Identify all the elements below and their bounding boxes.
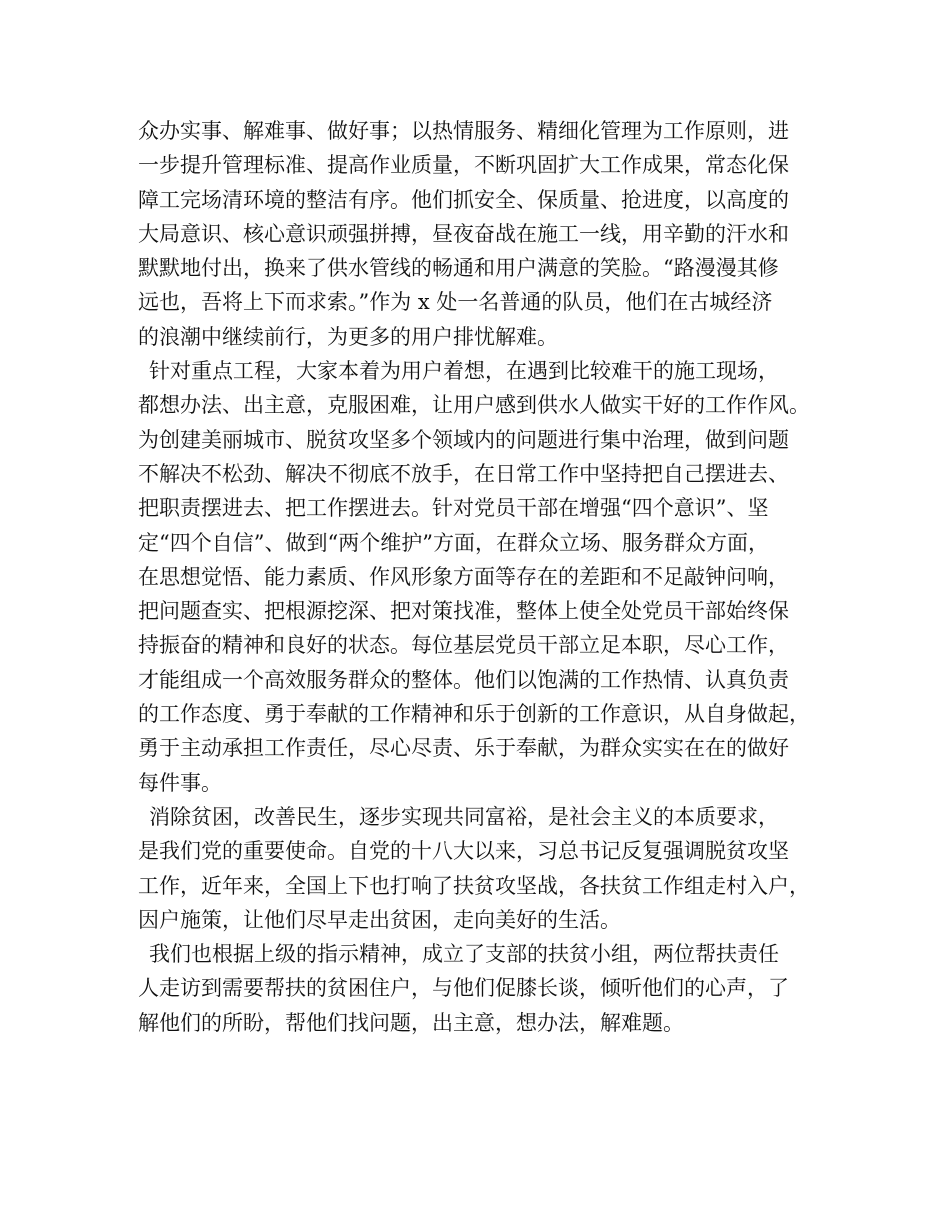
text-line: 的浪潮中继续前行，为更多的用户排忧解难。 xyxy=(138,324,558,349)
text-line: 远也，吾将上下而求索。”作为 x 处一名普通的队员，他们在古城经济 xyxy=(138,290,773,315)
text-line: 都想办法、出主意，克服困难，让用户感到供水人做实干好的工作作风。 xyxy=(138,393,810,418)
text-line: 障工完场清环境的整洁有序。他们抓安全、保质量、抢进度，以高度的 xyxy=(138,187,789,212)
text-line: 针对重点工程，大家本着为用户着想，在遇到比较难干的施工现场， xyxy=(149,359,779,384)
text-line: 才能组成一个高效服务群众的整体。他们以饱满的工作热情、认真负责 xyxy=(138,667,789,692)
text-line: 把职责摆进去、把工作摆进去。针对党员干部在增强“四个意识”、坚 xyxy=(138,496,769,521)
text-line: 因户施策，让他们尽早走出贫困，走向美好的生活。 xyxy=(138,907,621,932)
text-line: 每件事。 xyxy=(138,770,222,795)
text-line: 定“四个自信”、做到“两个维护”方面，在群众立场、服务群众方面， xyxy=(138,530,769,555)
text-line: 我们也根据上级的指示精神，成立了支部的扶贫小组，两位帮扶责任 xyxy=(149,942,779,967)
text-line: 的工作态度、勇于奉献的工作精神和乐于创新的工作意识，从自身做起， xyxy=(138,702,810,727)
text-line: 不解决不松劲、解决不彻底不放手，在日常工作中坚持把自己摆进去、 xyxy=(138,461,789,486)
text-line: 勇于主动承担工作责任，尽心尽责、乐于奉献，为群众实实在在的做好 xyxy=(138,736,789,761)
text-line: 众办实事、解难事、做好事；以热情服务、精细化管理为工作原则，进 xyxy=(138,119,789,143)
document-body xyxy=(138,114,828,1040)
text-line: 解他们的所盼，帮他们找问题，出主意，想办法，解难题。 xyxy=(138,1010,684,1035)
text-line: 大局意识、核心意识顽强拼搏，昼夜奋战在施工一线，用辛勤的汗水和 xyxy=(138,221,789,246)
text-line: 默默地付出，换来了供水管线的畅通和用户满意的笑脸。“路漫漫其修 xyxy=(138,256,779,281)
text-line: 持振奋的精神和良好的状态。每位基层党员干部立足本职，尽心工作， xyxy=(138,633,789,658)
text-line: 人走访到需要帮扶的贫困住户，与他们促膝长谈，倾听他们的心声，了 xyxy=(138,976,789,1001)
text-line: 把问题查实、把根源挖深、把对策找准，整体上使全处党员干部始终保 xyxy=(138,599,789,624)
text-line: 在思想觉悟、能力素质、作风形象方面等存在的差距和不足敲钟问响， xyxy=(138,564,789,589)
text-line: 消除贫困，改善民生，逐步实现共同富裕，是社会主义的本质要求， xyxy=(149,804,779,829)
text-line: 是我们党的重要使命。自党的十八大以来，习总书记反复强调脱贫攻坚 xyxy=(138,839,789,864)
text-line: 工作，近年来，全国上下也打响了扶贫攻坚战，各扶贫工作组走村入户， xyxy=(138,873,810,898)
text-line: 为创建美丽城市、脱贫攻坚多个领域内的问题进行集中治理，做到问题 xyxy=(138,427,789,452)
text-line: 一步提升管理标准、提高作业质量，不断巩固扩大工作成果，常态化保 xyxy=(138,153,789,178)
